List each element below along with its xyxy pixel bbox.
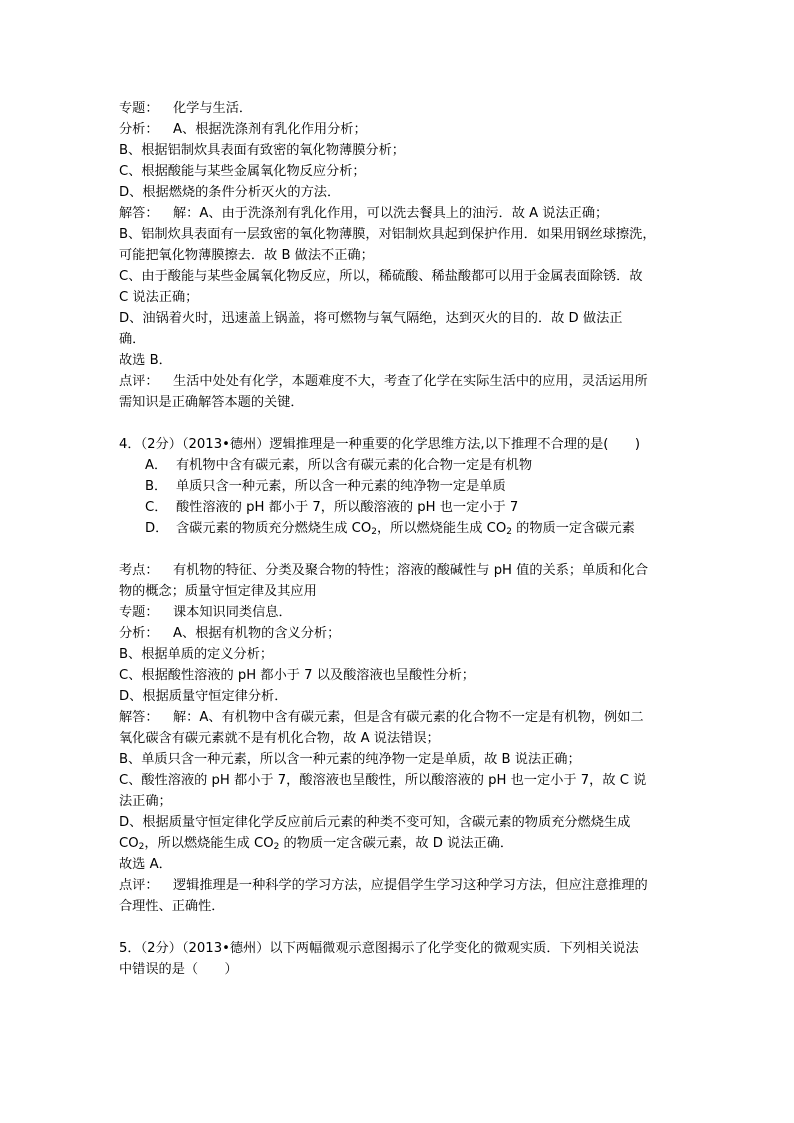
text-line: 确．	[119, 332, 146, 347]
option-text-1: 含碳元素的物质充分燃烧生成 CO	[176, 521, 372, 536]
subscript: 2	[273, 842, 280, 852]
option-text-2: ，所以燃烧能生成 CO	[376, 521, 507, 536]
answer-choice: 故选 A．	[119, 857, 172, 872]
option-c	[119, 497, 679, 518]
text: 课本知识同类信息．	[173, 605, 292, 620]
text-line: 需知识是正确解答本题的关键．	[119, 395, 304, 410]
knowledge-point-line	[119, 560, 679, 581]
label: 分析：	[119, 626, 159, 641]
text-line: B、铝制炊具表面有一层致密的氧化物薄膜，对铝制炊具起到保护作用．如果用钢丝球擦洗，	[119, 227, 656, 242]
label: 解答：	[119, 206, 159, 221]
label: 点评：	[119, 374, 159, 389]
text-line: D、根据质量守恒定律分析．	[119, 689, 288, 704]
text: 解：A、由于洗涤剂有乳化作用，可以洗去餐具上的油污．故 A 说法正确；	[173, 206, 609, 221]
text: A、根据有机物的含义分析；	[173, 626, 341, 641]
text-line: C、酸性溶液的 pH 都小于 7，酸溶液也呈酸性，所以酸溶液的 pH 也一定小于 7，故 C 说	[119, 773, 647, 788]
label: 专题：	[119, 605, 159, 620]
text-line: 可能把氧化物薄膜擦去．故 B 做法不正确；	[119, 248, 374, 263]
solution-co2-line	[119, 833, 679, 854]
text: 生活中处处有化学，本题难度不大，考查了化学在实际生活中的应用，灵活运用所	[173, 374, 648, 389]
subscript: 2	[371, 527, 377, 537]
question-4-stem: 4．（2分）（2013•德州）逻辑推理是一种重要的化学思维方法,以下推理不合理的是( )	[119, 437, 640, 452]
text-line: 合理性、正确性．	[119, 899, 225, 914]
option-text: 酸性溶液的 pH 都小于 7，所以酸溶液的 pH 也一定小于 7	[176, 500, 519, 515]
label: 点评：	[119, 878, 159, 893]
option-key: D．	[145, 521, 169, 536]
option-a	[119, 455, 679, 476]
label: 分析：	[119, 122, 159, 137]
text-line: B、根据单质的定义分析；	[119, 647, 274, 662]
comment-line	[119, 875, 679, 896]
analysis-line	[119, 119, 679, 140]
topic-line	[119, 98, 679, 119]
text: 解：A、有机物中含有碳元素，但是含有碳元素的化合物不一定是有机物，例如二	[173, 710, 644, 725]
subscript: 2	[138, 842, 145, 852]
text-line: C、由于酸能与某些金属氧化物反应，所以，稀硫酸、稀盐酸都可以用于金属表面除锈．故	[119, 269, 643, 284]
option-text: 有机物中含有碳元素，所以含有碳元素的化合物一定是有机物	[176, 458, 533, 473]
text-line: B、单质只含一种元素，所以含一种元素的纯净物一定是单质，故 B 说法正确；	[119, 752, 581, 767]
text: 的物质一定含碳元素，故 D 说法正确．	[279, 836, 514, 851]
text-line: 故选 B．	[119, 353, 172, 368]
document-page	[119, 98, 679, 980]
text: ，所以燃烧能生成 CO	[144, 836, 274, 851]
subscript: 2	[506, 527, 512, 537]
text-line: D、根据燃烧的条件分析灭火的方法．	[119, 185, 341, 200]
text: 化学与生活．	[173, 101, 253, 116]
text-line: D、根据质量守恒定律化学反应前后元素的种类不变可知，含碳元素的物质充分燃烧生成	[119, 815, 631, 830]
option-b	[119, 476, 679, 497]
option-key: A．	[145, 458, 168, 473]
text: CO	[119, 836, 139, 851]
text: 有机物的特征、分类及聚合物的特性；溶液的酸碱性与 pH 值的关系；单质和化合	[173, 563, 649, 578]
label: 解答：	[119, 710, 159, 725]
label: 考点：	[119, 563, 159, 578]
label: 专题：	[119, 101, 159, 116]
text-line: 物的概念；质量守恒定律及其应用	[119, 584, 317, 599]
topic-line	[119, 602, 679, 623]
question-5-stem: 5．（2分）（2013•德州）以下两幅微观示意图揭示了化学变化的微观实质．下列相关说法	[119, 941, 639, 956]
solution-line	[119, 203, 679, 224]
text-line: 中错误的是（ ）	[119, 962, 238, 977]
text-line: C、根据酸能与某些金属氧化物反应分析；	[119, 164, 366, 179]
comment-line	[119, 371, 679, 392]
text-line: C 说法正确；	[119, 290, 199, 305]
solution-line	[119, 707, 679, 728]
option-key: B．	[145, 479, 168, 494]
option-text: 单质只含一种元素，所以含一种元素的纯净物一定是单质	[176, 479, 506, 494]
option-d	[119, 518, 679, 539]
text-line: D、油锅着火时，迅速盖上锅盖，将可燃物与氧气隔绝，达到灭火的目的．故 D 做法正	[119, 311, 623, 326]
text-line: B、根据铝制炊具表面有致密的氧化物薄膜分析；	[119, 143, 405, 158]
text: A、根据洗涤剂有乳化作用分析；	[173, 122, 367, 137]
text-line: 氧化碳含有碳元素就不是有机化合物，故 A 说法错误；	[119, 731, 440, 746]
analysis-line	[119, 623, 679, 644]
option-text-3: 的物质一定含碳元素	[511, 521, 635, 536]
option-key: C．	[145, 500, 168, 515]
text-line: C、根据酸性溶液的 pH 都小于 7 以及酸溶液也呈酸性分析；	[119, 668, 475, 683]
text: 逻辑推理是一种科学的学习方法，应提倡学生学习这种学习方法，但应注意推理的	[173, 878, 648, 893]
text-line: 法正确；	[119, 794, 172, 809]
